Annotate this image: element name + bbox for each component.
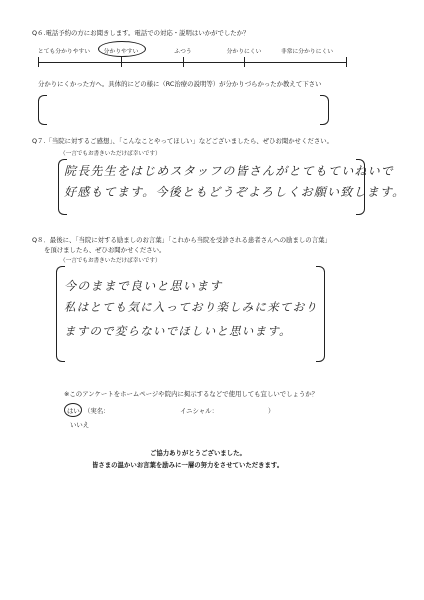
q7-answer-line-2: 好感もてます。今後ともどうぞよろしくお願い致します。 [64, 185, 406, 199]
consent-real-name-label: （実名： [84, 407, 110, 415]
q6-selected-circle [98, 41, 146, 57]
q6-option-unclear[interactable]: 分かりにくい [226, 49, 262, 55]
q6-title: Q６.電話予約の方にお聞きします。電話での対応・説明はいかがでしたか？ [32, 29, 250, 37]
q6-option-clear[interactable]: 分かりやすい [103, 49, 139, 55]
q8-answer-line-2: 私はとても気に入っており楽しみに来ており [64, 300, 318, 314]
q6-tick [38, 57, 39, 67]
q8-title: Q８．最後に、「当院に対する励ましのお言葉」「これから当院を受診される患者さんへの励ましの言葉」 [32, 236, 331, 244]
consent-question: ※このアンケートをホームページや院内に掲示するなどで使用しても宜しいでしょうか？ [64, 390, 319, 398]
consent-yes[interactable]: はい [67, 407, 80, 415]
q6-followup: 分かりにくかった方へ。具体的にどの様に（RC治療の説明等）が分かりづらかったか教えて下さい [38, 80, 322, 88]
q6-option-very-unclear[interactable]: 非常に分かりにくい [280, 49, 334, 55]
q8-note: （一言でもお書きいただけば幸いです） [60, 258, 161, 264]
q7-note: （一言でもお書きいただけば幸いです） [60, 151, 161, 157]
q6-answer-bracket-left [38, 95, 47, 125]
consent-close-paren: ） [268, 407, 275, 415]
q7-title: Q７.「当院に対するご感想」、「こんなことやってほしい」などございましたら、ぜひお聞かせください。 [32, 137, 334, 145]
q8-answer-line-3: ますので変らないでほしいと思います。 [64, 324, 292, 338]
q6-tick [346, 57, 347, 67]
consent-initial-label: イニシャル： [180, 407, 218, 415]
q6-answer-bracket-right [320, 95, 329, 125]
q6-option-normal[interactable]: ふつう [174, 49, 192, 55]
q7-answer-line-1: 院長先生をはじめスタッフの皆さんがとてもていねいで [64, 164, 395, 178]
footer-message: 皆さまの温かいお言葉を励みに一層の努力をさせていただきます。 [92, 461, 284, 469]
q8-answer-line-1: 今のままで良いと思います [64, 279, 223, 293]
q6-tick [183, 57, 184, 67]
footer-thanks: ご協力ありがとうございました。 [150, 449, 246, 457]
q6-option-very-clear[interactable]: とても分かりやすい [37, 49, 91, 55]
consent-no[interactable]: いいえ [70, 421, 90, 429]
q6-tick [121, 57, 122, 67]
q8-title-cont: を頂けましたら、ぜひお聞かせください。 [44, 246, 166, 254]
q6-scale-line [38, 62, 346, 63]
q6-tick [244, 57, 245, 67]
